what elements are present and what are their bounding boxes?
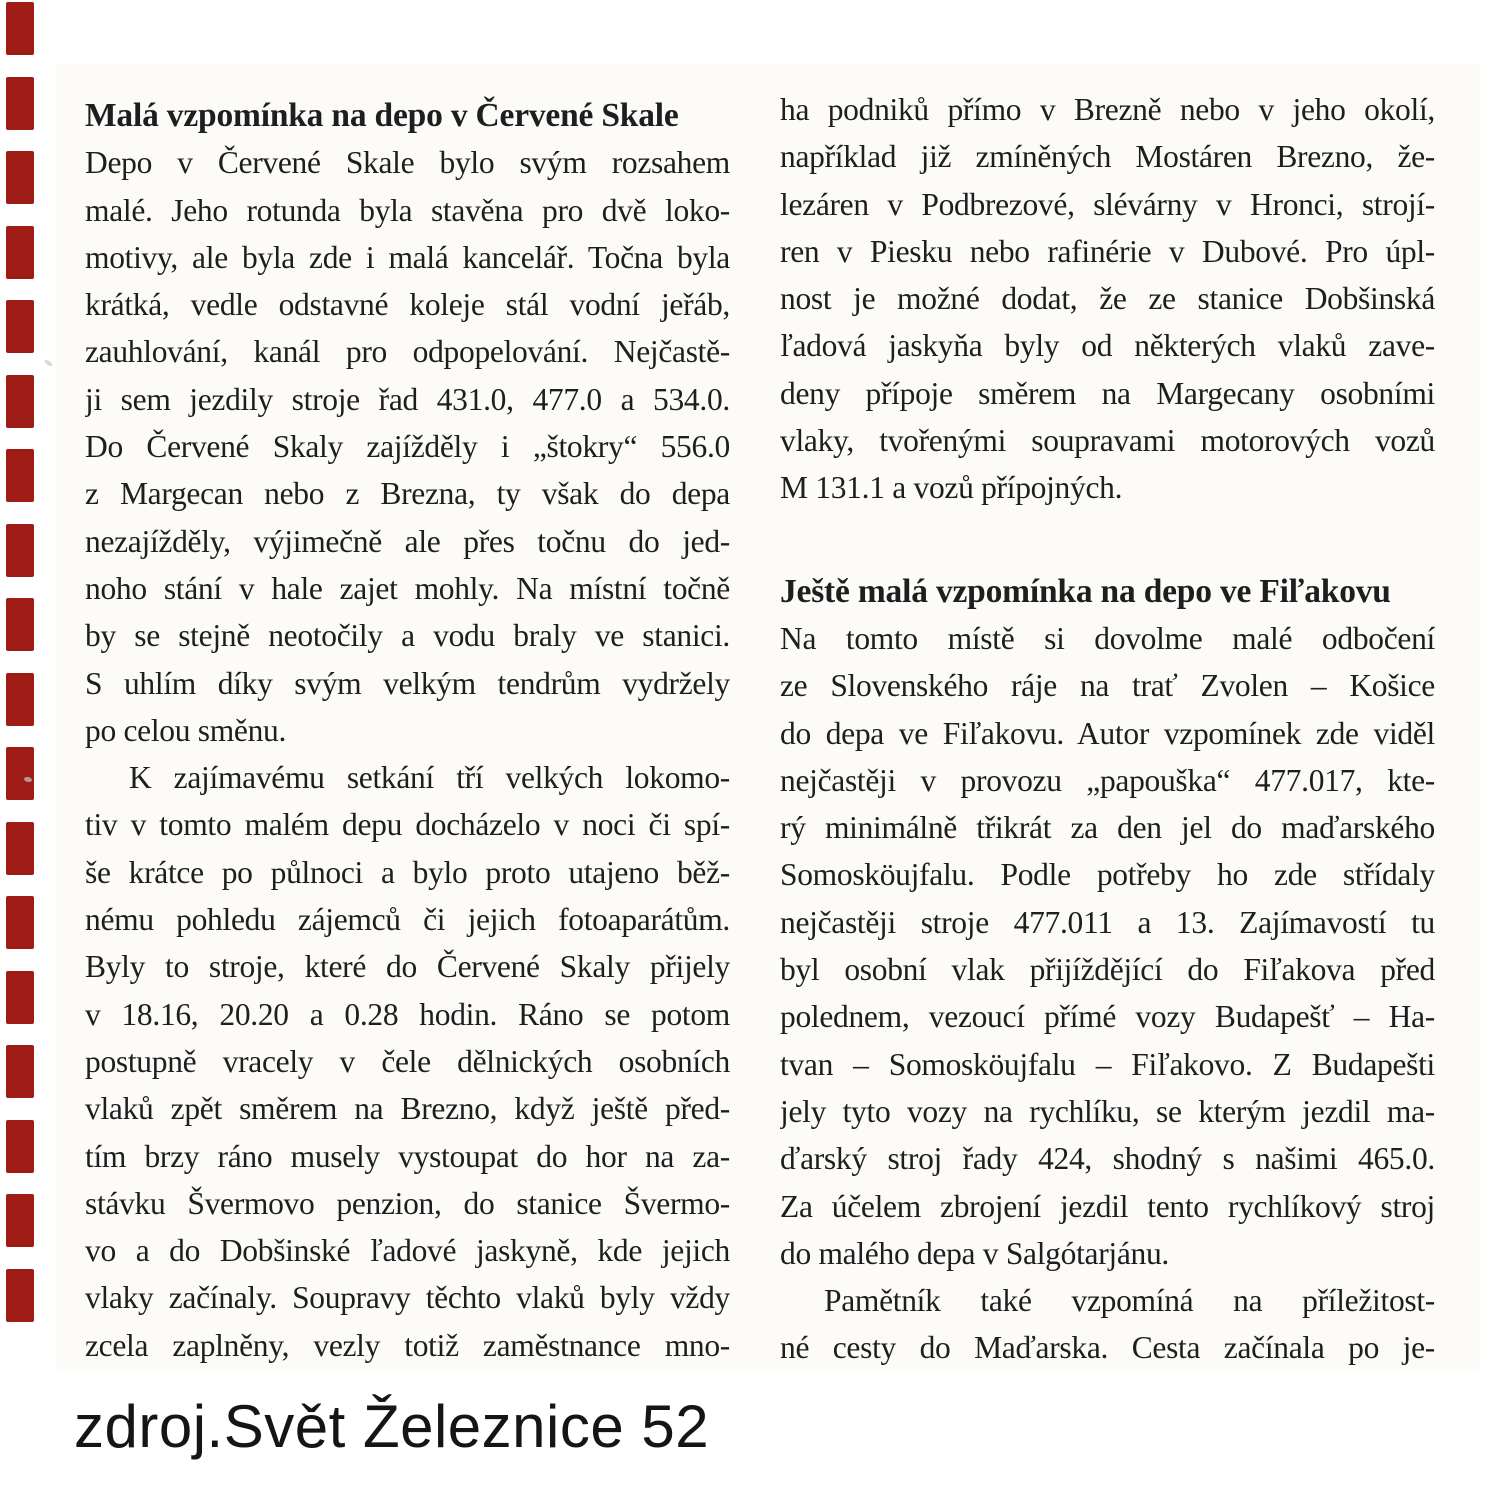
section-heading-line: Ještě malá vzpomínka na depo ve Fiľakovu xyxy=(780,572,1391,610)
text-line: motivy, ale byla zde i malá kancelář. Točna byla xyxy=(85,239,730,275)
scan-edge-mark xyxy=(6,896,34,949)
text-line: v 18.16, 20.20 a 0.28 hodin. Ráno se potom xyxy=(85,996,730,1032)
text-line: byl osobní vlak přijíždějící do Fiľakova před xyxy=(780,952,1435,988)
text-line: Pamětník také vzpomíná na příležitost- xyxy=(824,1283,1435,1319)
scan-edge-mark xyxy=(6,1120,34,1173)
text-line: například již zmíněných Mostáren Brezno, že- xyxy=(780,139,1435,175)
text-line: Byly to stroje, které do Červené Skaly přijely xyxy=(85,949,730,985)
text-line: Depo v Červené Skale bylo svým rozsahem xyxy=(85,145,730,181)
article-column-left xyxy=(85,92,730,1369)
text-line: M 131.1 a vozů přípojných. xyxy=(780,470,1123,506)
scan-edge-mark xyxy=(6,747,34,800)
text-line: vlaky začínaly. Soupravy těchto vlaků byly vždy xyxy=(85,1280,730,1316)
text-line: vlaků zpět směrem na Brezno, když ještě před- xyxy=(85,1091,730,1127)
text-line: lezáren v Podbrezové, slévárny v Hronci, strojí- xyxy=(780,186,1435,222)
scan-edge-mark xyxy=(6,598,34,651)
text-line: vlaky, tvořenými soupravami motorových vozů xyxy=(780,423,1435,459)
text-line: tím brzy ráno musely vystoupat do hor na za- xyxy=(85,1138,730,1174)
text-line: polednem, vezoucí přímé vozy Budapešť – Ha- xyxy=(780,999,1435,1035)
text-line: postupně vracely v čele dělnických osobních xyxy=(85,1043,730,1079)
scan-edge-mark xyxy=(6,2,34,55)
scan-speck xyxy=(44,359,54,367)
text-line: do malého depa v Salgótarjánu. xyxy=(780,1235,1170,1271)
text-line: malé. Jeho rotunda byla stavěna pro dvě loko- xyxy=(85,192,730,228)
text-line: tiv v tomto malém depu docházelo v noci či spí- xyxy=(85,807,730,843)
text-line: krátká, vedle odstavné koleje stál vodní jeřáb, xyxy=(85,287,730,323)
text-line: rý minimálně třikrát za den jel do maďarského xyxy=(780,810,1435,846)
article-column-right xyxy=(780,86,1435,1372)
text-line: ze Slovenského ráje na trať Zvolen – Košice xyxy=(780,668,1435,704)
text-line: Do Červené Skaly zajížděly i „štokry“ 556.0 xyxy=(85,429,730,465)
scan-edge-mark xyxy=(6,822,34,875)
text-line: nost je možné dodat, že ze stanice Dobšinská xyxy=(780,281,1435,317)
text-line: deny přípoje směrem na Margecany osobními xyxy=(780,375,1435,411)
section-heading-line: Malá vzpomínka na depo v Červené Skale xyxy=(85,97,679,134)
scan-edge-mark xyxy=(6,1269,34,1322)
text-line: jely tyto vozy na rychlíku, se kterým jezdil ma- xyxy=(780,1093,1435,1129)
scan-edge-mark xyxy=(6,77,34,130)
text-line: S uhlím díky svým velkým tendrům vydržely xyxy=(85,665,730,701)
scan-edge-mark xyxy=(6,524,34,577)
scan-edge-mark xyxy=(6,673,34,726)
text-line: né cesty do Maďarska. Cesta začínala po je- xyxy=(780,1330,1435,1366)
text-line: Somosköujfalu. Podle potřeby ho zde střídaly xyxy=(780,857,1435,893)
text-line: nejčastěji v provozu „papouška“ 477.017, kte- xyxy=(780,762,1435,798)
text-line: stávku Švermovo penzion, do stanice Švermo- xyxy=(85,1185,730,1221)
text-line: ďarský stroj řady 424, shodný s našimi 465.0. xyxy=(780,1141,1435,1177)
text-line: po celou směnu. xyxy=(85,712,287,748)
text-line: še krátce po půlnoci a bylo proto utajeno běž- xyxy=(85,854,730,890)
text-line: vo a do Dobšinské ľadové jaskyně, kde jejich xyxy=(85,1233,730,1269)
scan-edge-mark xyxy=(6,1045,34,1098)
source-caption: zdroj.Svět Železnice 52 xyxy=(74,1393,710,1460)
text-line: nému pohledu zájemců či jejich fotoaparátům. xyxy=(85,902,730,938)
text-line: ren v Piesku nebo rafinérie v Dubové. Pro úpl- xyxy=(780,233,1435,269)
text-line: zcela zaplněny, vezly totiž zaměstnance mno- xyxy=(85,1327,730,1363)
text-line: Za účelem zbrojení jezdil tento rychlíkový stroj xyxy=(780,1188,1435,1224)
scan-edge-mark xyxy=(6,226,34,279)
text-line: nejčastěji stroje 477.011 a 13. Zajímavostí tu xyxy=(780,904,1435,940)
text-line: tvan – Somosköujfalu – Fiľakovo. Z Budapešti xyxy=(780,1046,1435,1082)
scan-edge-mark xyxy=(6,449,34,502)
scan-edge-mark xyxy=(6,300,34,353)
text-line: ji sem jezdily stroje řad 431.0, 477.0 a 534.0. xyxy=(85,381,730,417)
scan-edge-mark xyxy=(6,375,34,428)
text-line: do depa ve Fiľakovu. Autor vzpomínek zde viděl xyxy=(780,715,1435,751)
scan-edge-mark xyxy=(6,971,34,1024)
text-line: Na tomto místě si dovolme malé odbočení xyxy=(780,620,1435,656)
text-line: nezajížděly, výjimečně ale přes točnu do jed- xyxy=(85,523,730,559)
text-line: by se stejně neotočily a vodu braly ve stanici. xyxy=(85,618,730,654)
text-line: zauhlování, kanál pro odpopelování. Nejčastě- xyxy=(85,334,730,370)
text-line: z Margecan nebo z Brezna, ty však do depa xyxy=(85,476,730,512)
scan-edge-mark xyxy=(6,1194,34,1247)
text-line: K zajímavému setkání tří velkých lokomo- xyxy=(129,760,730,796)
text-line: noho stání v hale zajet mohly. Na místní točně xyxy=(85,570,730,606)
text-line: ľadová jaskyňa byly od některých vlaků zave- xyxy=(780,328,1435,364)
text-line: ha podniků přímo v Brezně nebo v jeho okolí, xyxy=(780,92,1435,127)
scan-edge-mark xyxy=(6,151,34,204)
